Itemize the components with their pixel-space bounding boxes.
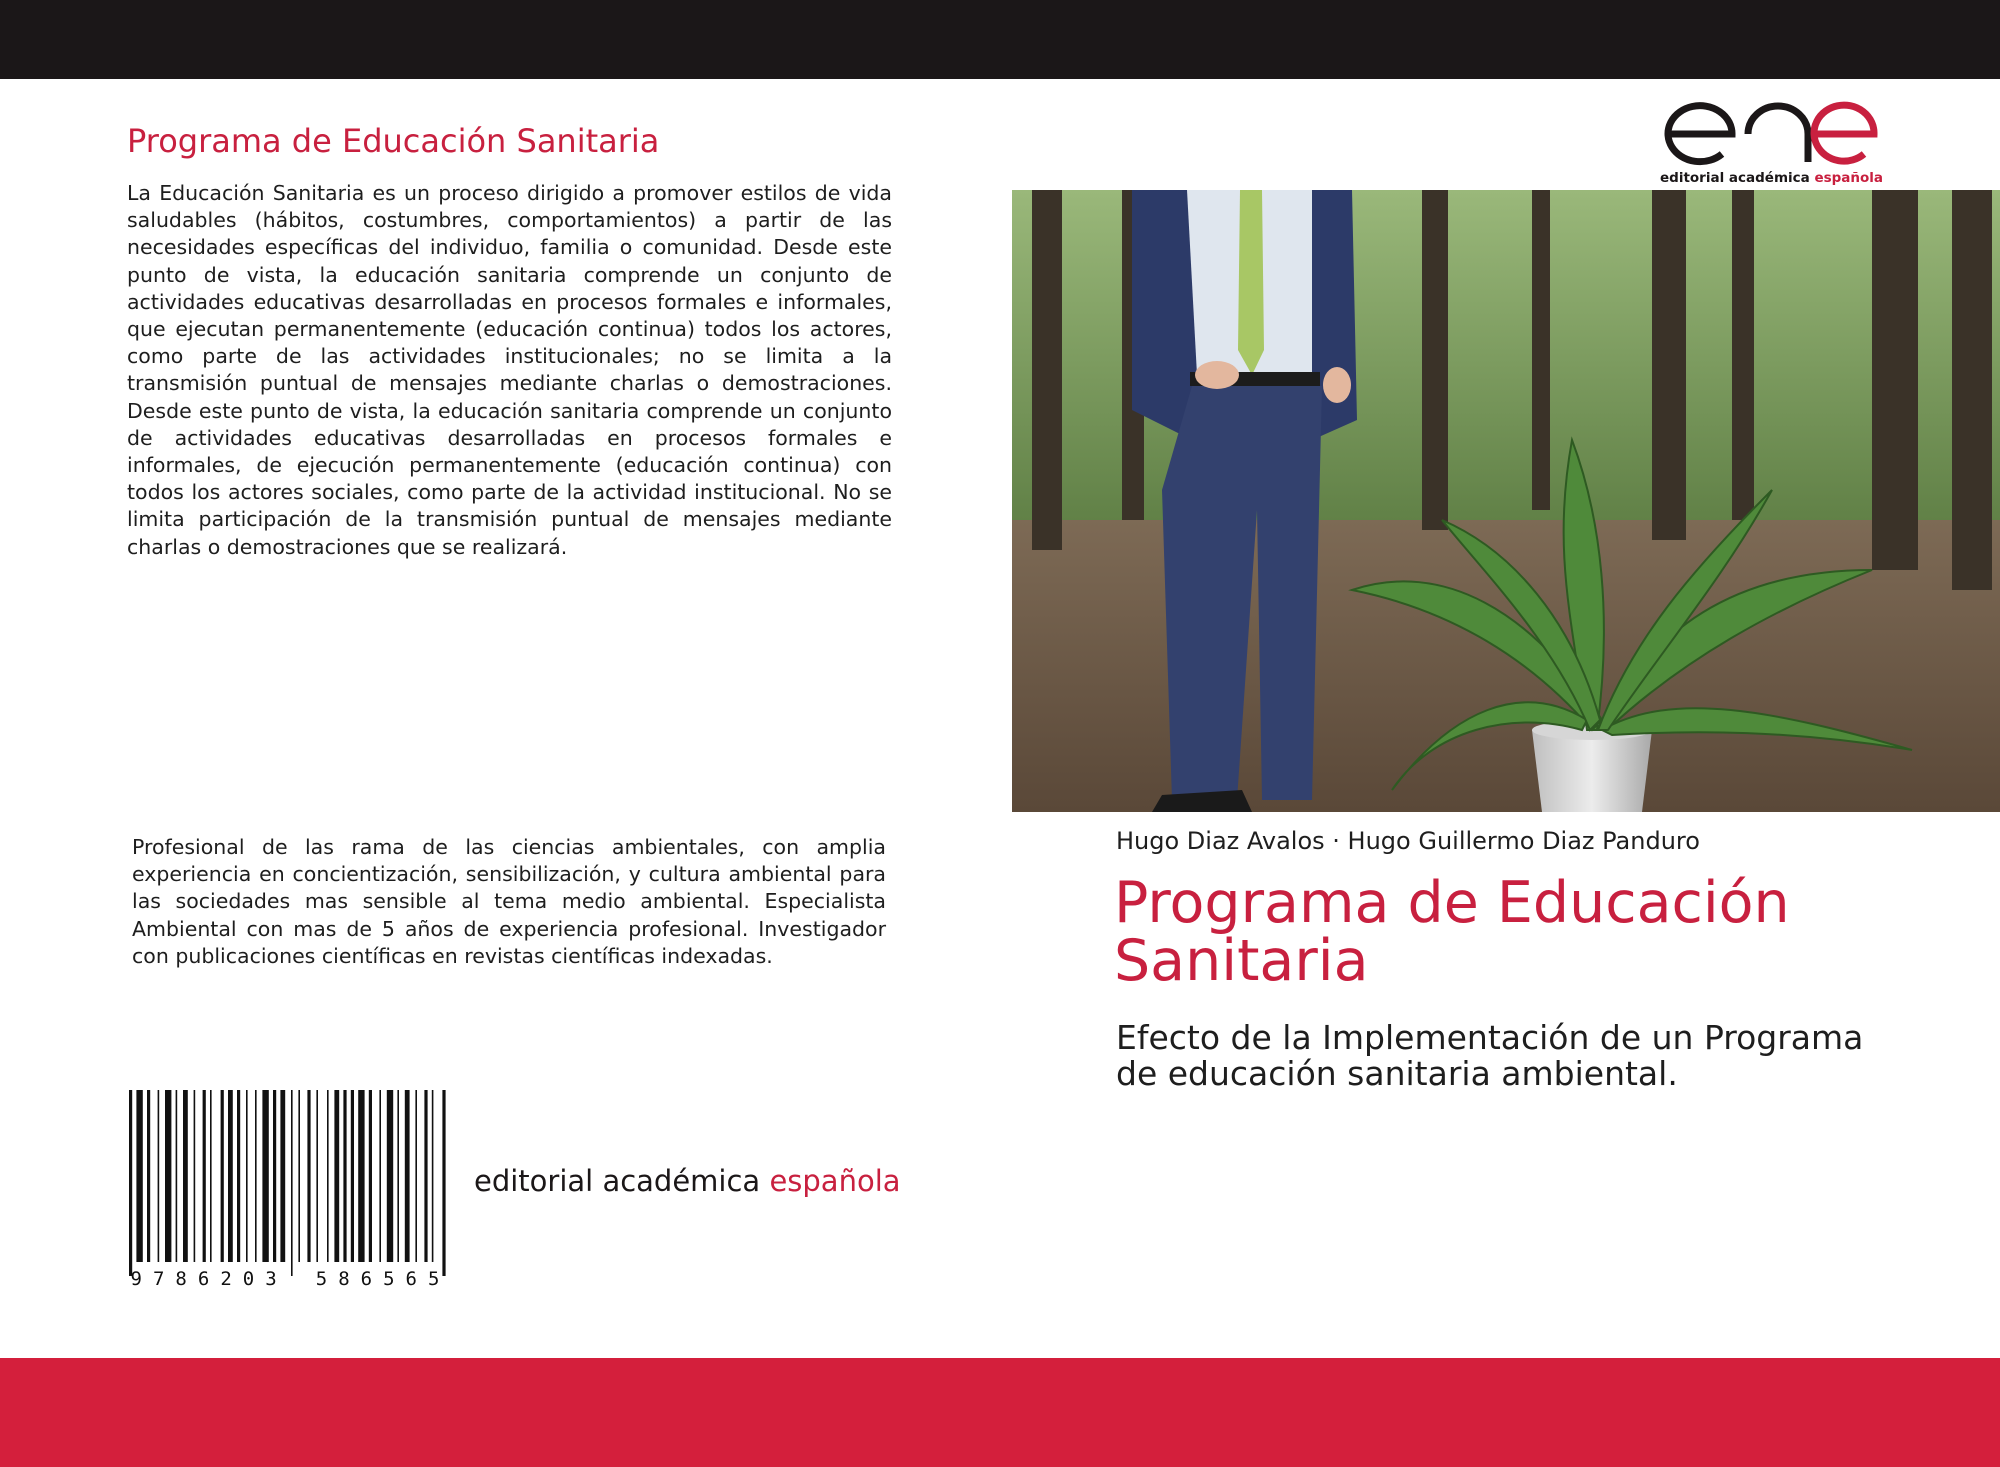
isbn-digit: 5 bbox=[383, 1268, 395, 1290]
barcode-bar bbox=[221, 1090, 224, 1262]
isbn-digit: 5 bbox=[428, 1268, 440, 1290]
barcode-bar bbox=[280, 1090, 285, 1262]
barcode-bar bbox=[298, 1090, 300, 1262]
bottom-band bbox=[0, 1358, 2000, 1467]
barcode-bar bbox=[369, 1090, 372, 1262]
back-cover-title: Programa de Educación Sanitaria bbox=[127, 122, 660, 160]
isbn-digit: 6 bbox=[360, 1268, 373, 1290]
barcode-bar bbox=[262, 1090, 268, 1262]
barcode-bar bbox=[291, 1090, 293, 1276]
barcode-bar bbox=[432, 1090, 434, 1262]
tree-trunk bbox=[1652, 190, 1686, 540]
barcode-bar bbox=[183, 1090, 188, 1262]
isbn-digit: 6 bbox=[405, 1268, 417, 1290]
isbn-digits bbox=[125, 1268, 445, 1290]
publisher-name: editorial académica bbox=[474, 1164, 761, 1198]
barcode-bar bbox=[343, 1090, 346, 1262]
front-cover-title bbox=[1114, 870, 1974, 994]
isbn-digit: 6 bbox=[197, 1268, 210, 1290]
authors: Hugo Diaz Avalos · Hugo Guillermo Diaz Panduro bbox=[1116, 827, 1700, 855]
logo-caption-accent: española bbox=[1814, 170, 1884, 186]
barcode-bar bbox=[405, 1090, 410, 1262]
barcode-bar bbox=[387, 1090, 393, 1262]
barcode-bar bbox=[415, 1090, 417, 1262]
barcode-bar bbox=[424, 1090, 427, 1262]
tree-trunk bbox=[1422, 190, 1448, 530]
tree-trunk bbox=[1732, 190, 1754, 520]
isbn-digit: 7 bbox=[152, 1268, 165, 1290]
barcode-bar bbox=[307, 1090, 310, 1262]
author-bio: Profesional de las rama de las ciencias ambientales, con amplia experiencia en concientización, sensibilización, y cultura ambiental para las sociedades mas sensible al tema medio ambiental. Especialista Ambiental con mas de 5 años de experiencia profesional. Investigador con publicaciones científicas en revistas científicas indexadas. bbox=[132, 835, 886, 968]
barcode-bar bbox=[327, 1090, 329, 1262]
isbn-digit: 8 bbox=[338, 1268, 350, 1290]
isbn-digit: 5 bbox=[315, 1268, 328, 1290]
barcode-bar bbox=[397, 1090, 399, 1262]
publisher-logo bbox=[1658, 96, 1884, 192]
front-title-line1: Programa de Educación bbox=[1114, 870, 1790, 936]
tree-trunk bbox=[1032, 190, 1062, 550]
barcode-bar bbox=[351, 1090, 354, 1262]
isbn-barcode bbox=[125, 1090, 455, 1280]
barcode-bar bbox=[203, 1090, 206, 1262]
barcode-bar bbox=[442, 1090, 445, 1276]
barcode-bar bbox=[147, 1090, 150, 1262]
barcode-bar bbox=[129, 1090, 132, 1276]
isbn-digit: 3 bbox=[265, 1268, 277, 1290]
tree-trunk bbox=[1532, 190, 1550, 510]
front-title-line2: Sanitaria bbox=[1114, 928, 1369, 994]
barcode-bar bbox=[379, 1090, 381, 1262]
isbn-gap bbox=[282, 1268, 310, 1290]
cover-photo bbox=[1012, 190, 2000, 812]
publisher-name-accent: española bbox=[769, 1164, 901, 1198]
front-cover-subtitle: Efecto de la Implementación de un Programa de educación sanitaria ambiental. bbox=[1116, 1018, 1864, 1093]
barcode-bar bbox=[210, 1090, 212, 1262]
eae-logo-icon bbox=[1660, 96, 1882, 166]
logo-caption-main: editorial académica bbox=[1660, 170, 1810, 186]
isbn-digit: 9 bbox=[130, 1268, 142, 1290]
barcode-bar bbox=[158, 1090, 160, 1262]
isbn-digit: 0 bbox=[242, 1268, 255, 1290]
publisher-imprint bbox=[474, 1164, 901, 1198]
barcode-bar bbox=[176, 1090, 178, 1262]
barcode-bar bbox=[358, 1090, 364, 1262]
top-band bbox=[0, 0, 2000, 79]
barcode-bar bbox=[255, 1090, 257, 1262]
barcode-bar bbox=[165, 1090, 171, 1262]
barcode-bar bbox=[316, 1090, 318, 1262]
back-cover-blurb: La Educación Sanitaria es un proceso dirigido a promover estilos de vida saludables (hábitos, costumbres, comportamientos) a partir de las necesidades específicas del individuo, familia o comunidad. Desde este punto de vista, la educación sanitaria comprende un conjunto de actividades educativas desarrolladas en procesos formales e informales, que ejecutan permanentemente (educación continua) todos los actores, como parte de las actividades institucionales; no se limita a la transmisión puntual de mensajes mediante charlas o demostraciones. Desde este punto de vista, la educación sanitaria comprende un conjunto de actividades educativas desarrolladas en procesos formales e informales, de ejecución permanentemente (educación continua) con todos los actores sociales, como parte de la actividad institucional. No se limita participación de la transmisión puntual de mensajes mediante charlas o demostraciones que se realizará. bbox=[127, 181, 892, 559]
barcode-bar bbox=[228, 1090, 233, 1262]
barcode-bar bbox=[334, 1090, 339, 1262]
tree-trunk bbox=[1952, 190, 1992, 590]
barcode-bar bbox=[273, 1090, 276, 1262]
isbn-digit: 2 bbox=[220, 1268, 232, 1290]
logo-caption bbox=[1660, 170, 1883, 186]
barcode-bar bbox=[194, 1090, 196, 1262]
isbn-digit: 8 bbox=[175, 1268, 187, 1290]
barcode-bar bbox=[246, 1090, 248, 1262]
barcode-bar bbox=[136, 1090, 142, 1262]
barcode-bar bbox=[237, 1090, 240, 1262]
tree-trunk bbox=[1872, 190, 1918, 570]
